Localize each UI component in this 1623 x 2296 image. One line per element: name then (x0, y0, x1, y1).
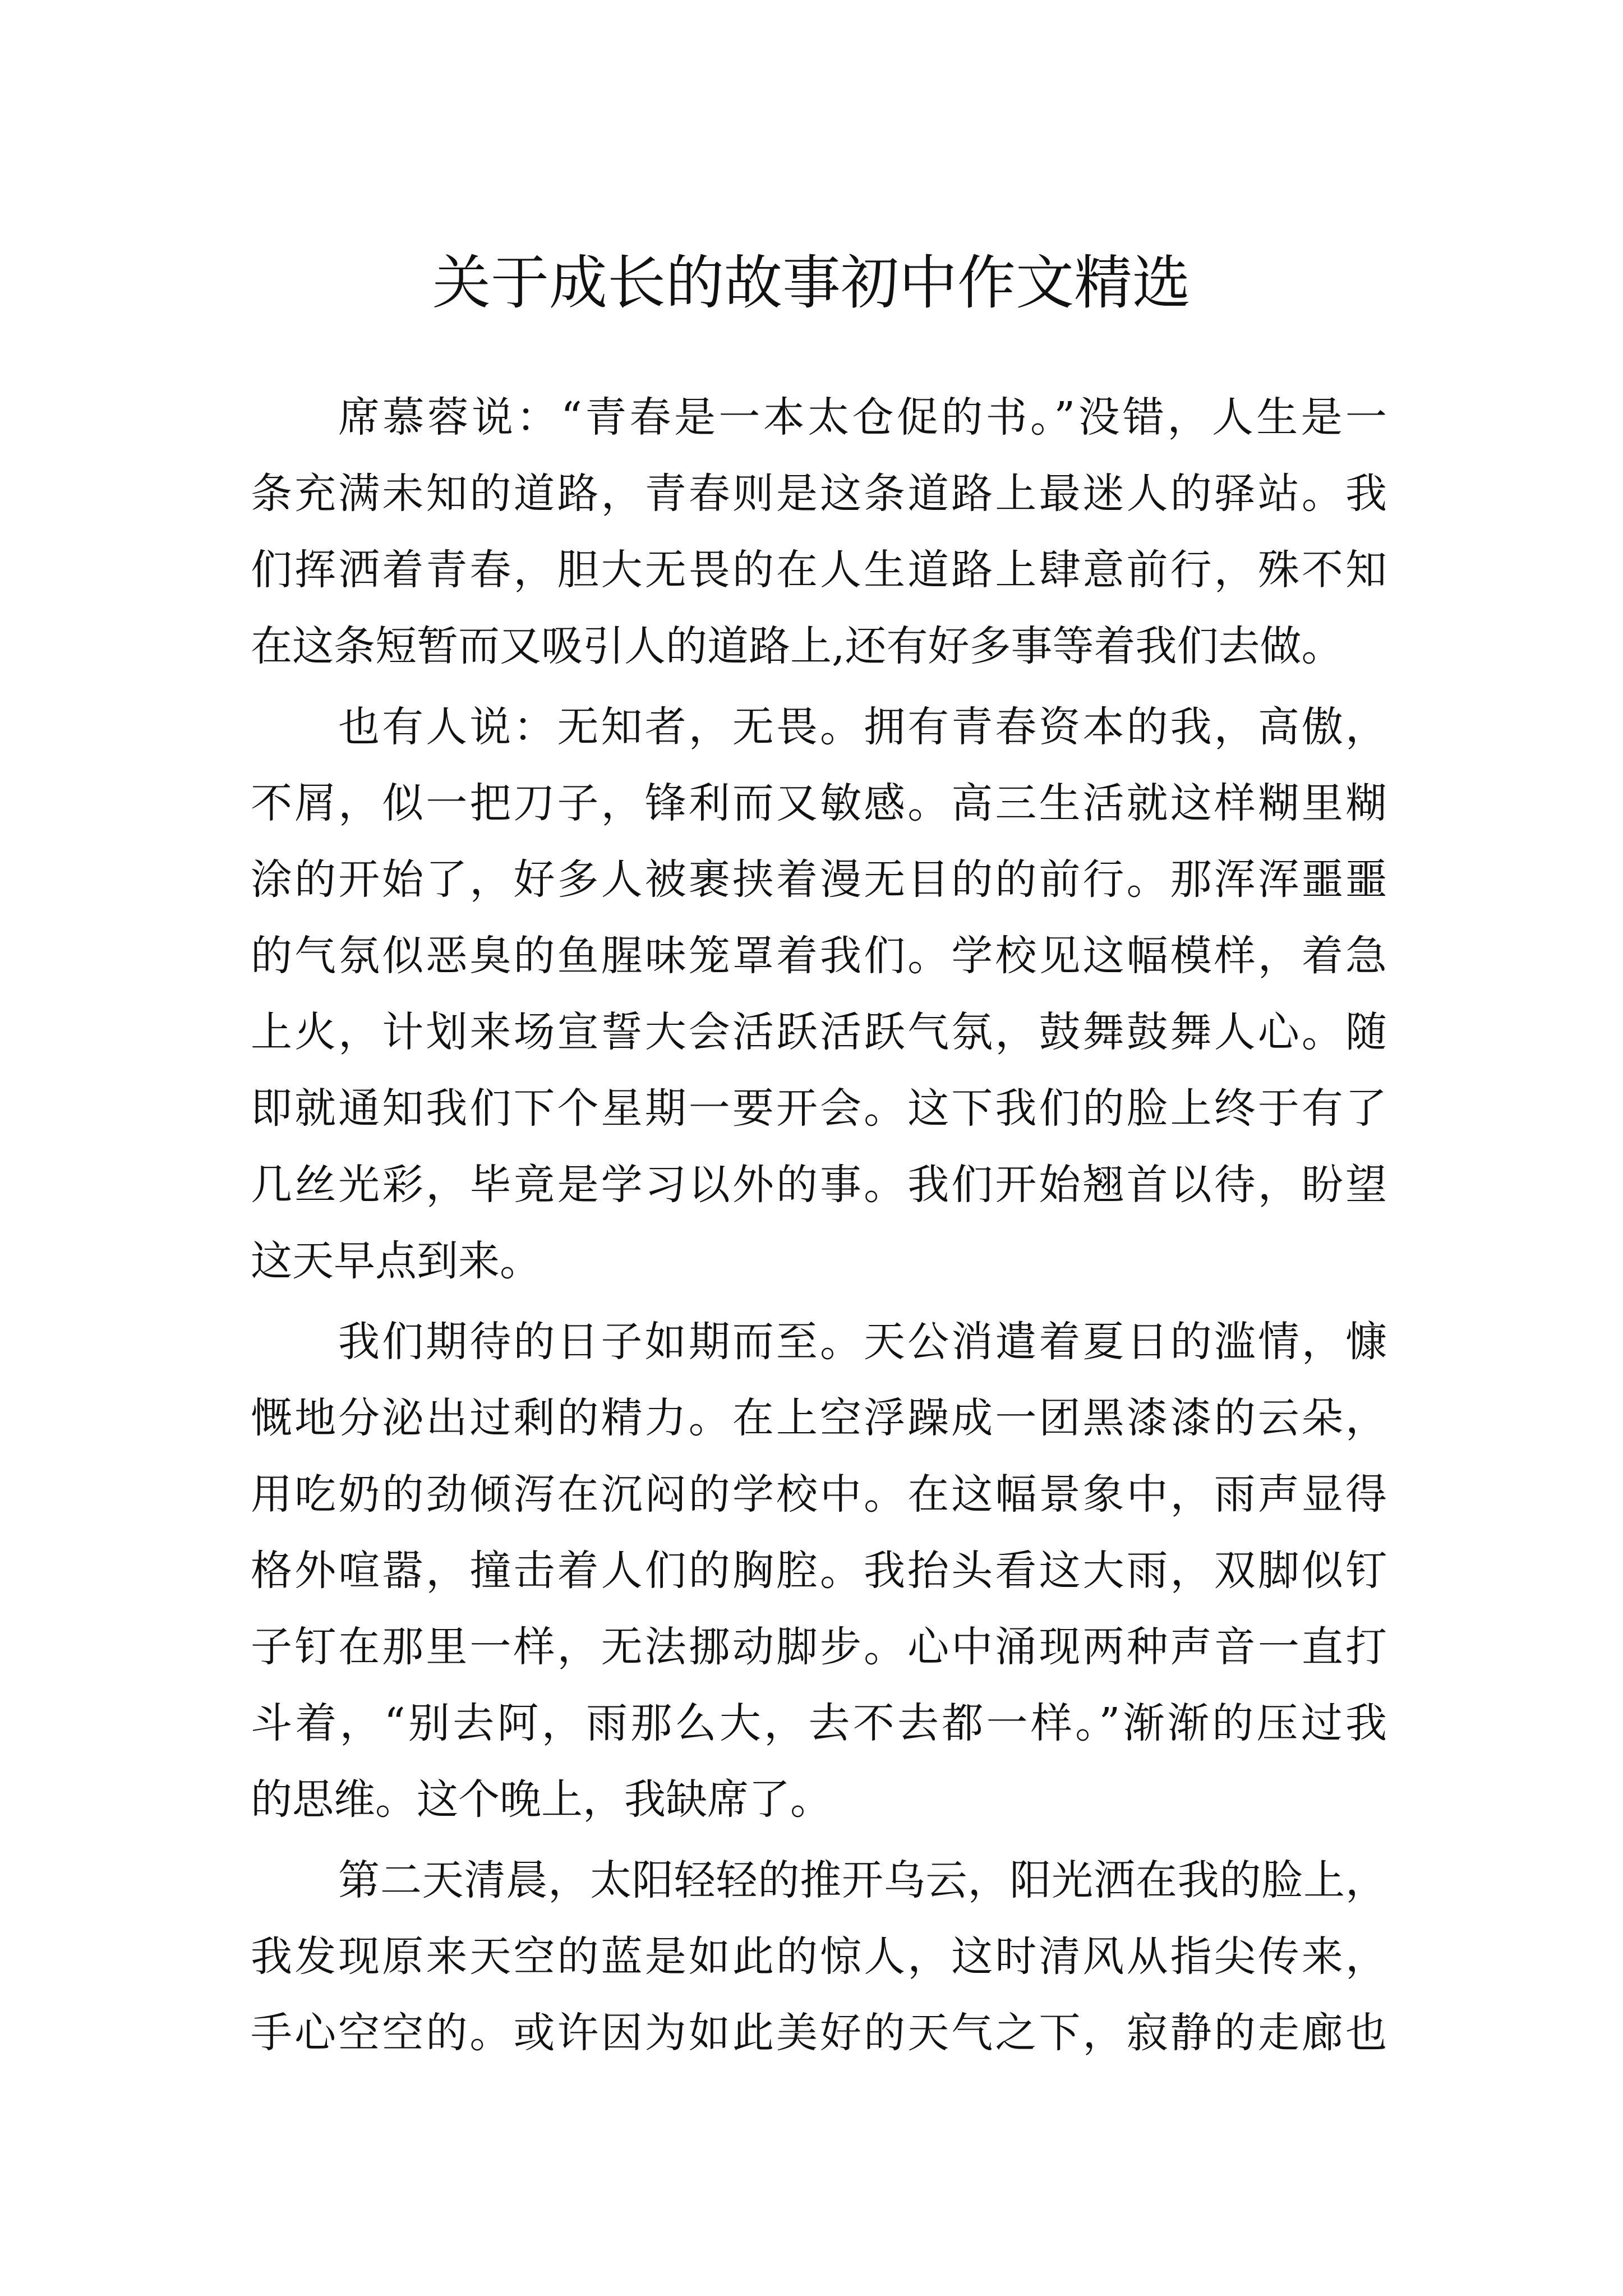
text-line: 慨地分泌出过剩的精力。在上空浮躁成一团黑漆漆的云朵， (251, 1394, 1387, 1442)
text-line: 这天早点到来。 (251, 1237, 541, 1285)
text-line: 即就通知我们下个星期一要开会。这下我们的脸上终于有了 (251, 1084, 1387, 1133)
document-body (251, 379, 1387, 2076)
text-line: 我发现原来天空的蓝是如此的惊人，这时清风从指尖传来， (251, 1932, 1387, 1981)
text-line: 我们期待的日子如期而至。天公消遣着夏日的滥情，慷 (338, 1318, 1387, 1366)
text-line: 子钉在那里一样，无法挪动脚步。心中涌现两种声音一直打 (251, 1623, 1387, 1671)
text-line: 斗着，“别去阿，雨那么大，去不去都一样。”渐渐的压过我 (251, 1699, 1387, 1747)
text-line: 几丝光彩，毕竟是学习以外的事。我们开始翘首以待，盼望 (251, 1161, 1387, 1209)
text-line: 席慕蓉说：“青春是一本太仓促的书。”没错，人生是一 (338, 393, 1387, 441)
paragraph-3 (251, 1304, 1387, 1838)
text-line: 涂的开始了，好多人被裹挟着漫无目的的前行。那浑浑噩噩 (251, 855, 1387, 904)
text-line: 格外喧嚣，撞击着人们的胸腔。我抬头看这大雨，双脚似钉 (251, 1547, 1387, 1595)
paragraph-2 (251, 689, 1387, 1299)
text-line: 们挥洒着青春，胆大无畏的在人生道路上肆意前行，殊不知 (251, 546, 1387, 594)
text-line: 的思维。这个晚上，我缺席了。 (251, 1775, 832, 1824)
text-line: 用吃奶的劲倾泻在沉闷的学校中。在这幅景象中，雨声显得 (251, 1470, 1387, 1519)
text-line: 手心空空的。或许因为如此美好的天气之下，寂静的走廊也 (251, 2009, 1387, 2057)
paragraph-1 (251, 379, 1387, 684)
text-line: 也有人说：无知者，无畏。拥有青春资本的我，高傲， (338, 703, 1387, 751)
text-line: 上火，计划来场宣誓大会活跃活跃气氛，鼓舞鼓舞人心。随 (251, 1008, 1387, 1056)
document-title: 关于成长的故事初中作文精选 (432, 248, 1191, 317)
text-line: 条充满未知的道路，青春则是这条道路上最迷人的驿站。我 (251, 470, 1387, 518)
text-line: 在这条短暂而又吸引人的道路上,还有好多事等着我们去做。 (251, 622, 1343, 670)
text-line: 的气氛似恶臭的鱼腥味笼罩着我们。学校见这幅模样，着急 (251, 932, 1387, 980)
text-line: 第二天清晨，太阳轻轻的推开乌云，阳光洒在我的脸上， (338, 1856, 1387, 1904)
paragraph-4 (251, 1842, 1387, 2071)
text-line: 不屑，似一把刀子，锋利而又敏感。高三生活就这样糊里糊 (251, 779, 1387, 827)
